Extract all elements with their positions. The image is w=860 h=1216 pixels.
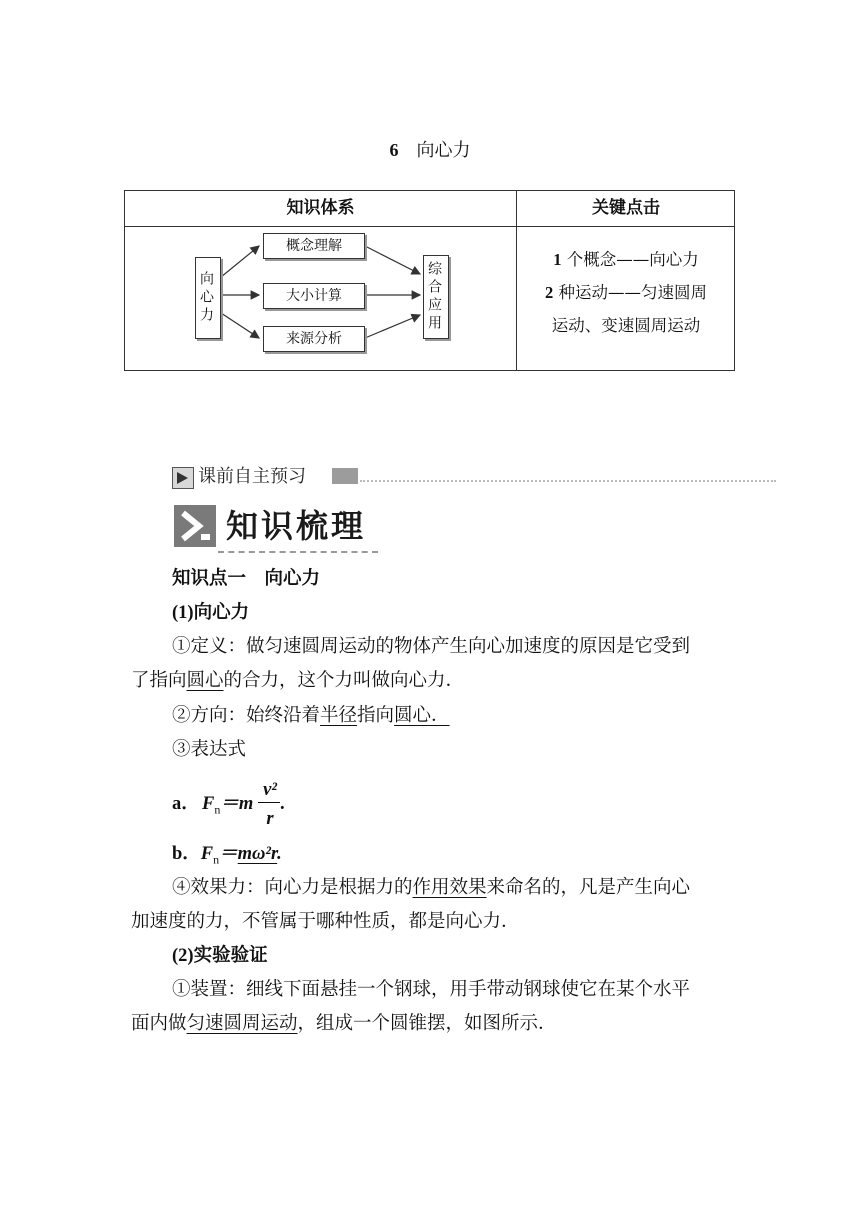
heading-underline	[218, 551, 378, 553]
blank-answer: 半径	[320, 705, 358, 726]
knowledge-point-title: 知识点一 向心力	[172, 568, 321, 589]
definition-line-2: 了指向圆心的合力，这个力叫做向心力．	[131, 670, 465, 691]
blank-answer: 圆心	[186, 670, 224, 691]
definition-line-1: ①定义：做匀速圆周运动的物体产生向心加速度的原因是它受到	[172, 636, 691, 657]
section-heading-text: 知识梳理	[226, 507, 367, 545]
diagram-comprehensive-application-box: 综合应用	[423, 255, 449, 339]
blank-answer: 圆心．	[394, 705, 450, 726]
fraction-numerator: v²	[263, 780, 277, 800]
page-title	[0, 136, 860, 162]
device-line-1: ①装置：细线下面悬挂一个钢球，用手带动钢球使它在某个水平	[172, 979, 691, 1000]
diagram-item-concept: 概念理解	[263, 233, 365, 259]
key-points-text	[517, 243, 735, 342]
section-title: 向心力	[416, 140, 471, 161]
diagram-item-source: 来源分析	[263, 326, 365, 352]
effect-line-2: 加速度的力，不管属于哪种性质，都是向心力．	[131, 911, 520, 932]
fraction-bar	[258, 802, 280, 803]
device-line-2: 面内做匀速圆周运动，组成一个圆锥摆，如图所示．	[131, 1013, 557, 1034]
subsection-1	[172, 601, 249, 625]
diagram-item-calculation: 大小计算	[263, 283, 365, 309]
arrow-down-right-icon	[174, 505, 216, 547]
knowledge-table	[124, 190, 735, 371]
expression-label: ③表达式	[172, 739, 247, 760]
blank-answer: mω²r	[237, 844, 278, 864]
subsection-1-label: (1)向心力	[172, 603, 250, 623]
effect-line-1: ④效果力：向心力是根据力的作用效果来命名的，凡是产生向心	[172, 877, 691, 898]
section-number: 6	[389, 140, 399, 160]
key-line: 运动、变速圆周运动	[551, 316, 701, 335]
section-bar-decoration	[332, 468, 358, 484]
concept-diagram	[125, 227, 516, 371]
diagram-centripetal-force-box: 向心力	[195, 257, 221, 339]
subsection-2-label: (2)实验验证	[172, 946, 268, 966]
subsection-2	[172, 944, 268, 968]
blank-answer: 匀速圆周运动	[186, 1013, 298, 1034]
dotted-divider	[360, 480, 776, 482]
table-header-key-points: 关键点击	[517, 191, 735, 227]
key-line: 1 个概念——向心力	[553, 250, 699, 269]
section-bar	[170, 464, 776, 490]
key-line: 2 种运动——匀速圆周	[545, 283, 707, 302]
direction-line: ②方向：始终沿着半径指向圆心．	[172, 704, 464, 728]
section-bar-label: 课前自主预习	[198, 466, 306, 487]
table-header-knowledge-system: 知识体系	[125, 191, 516, 227]
formula-b: b．$F_n=m\omega^2r$.	[172, 844, 282, 867]
blank-answer: 作用效果	[412, 877, 487, 898]
fraction-denominator: r	[266, 809, 274, 829]
